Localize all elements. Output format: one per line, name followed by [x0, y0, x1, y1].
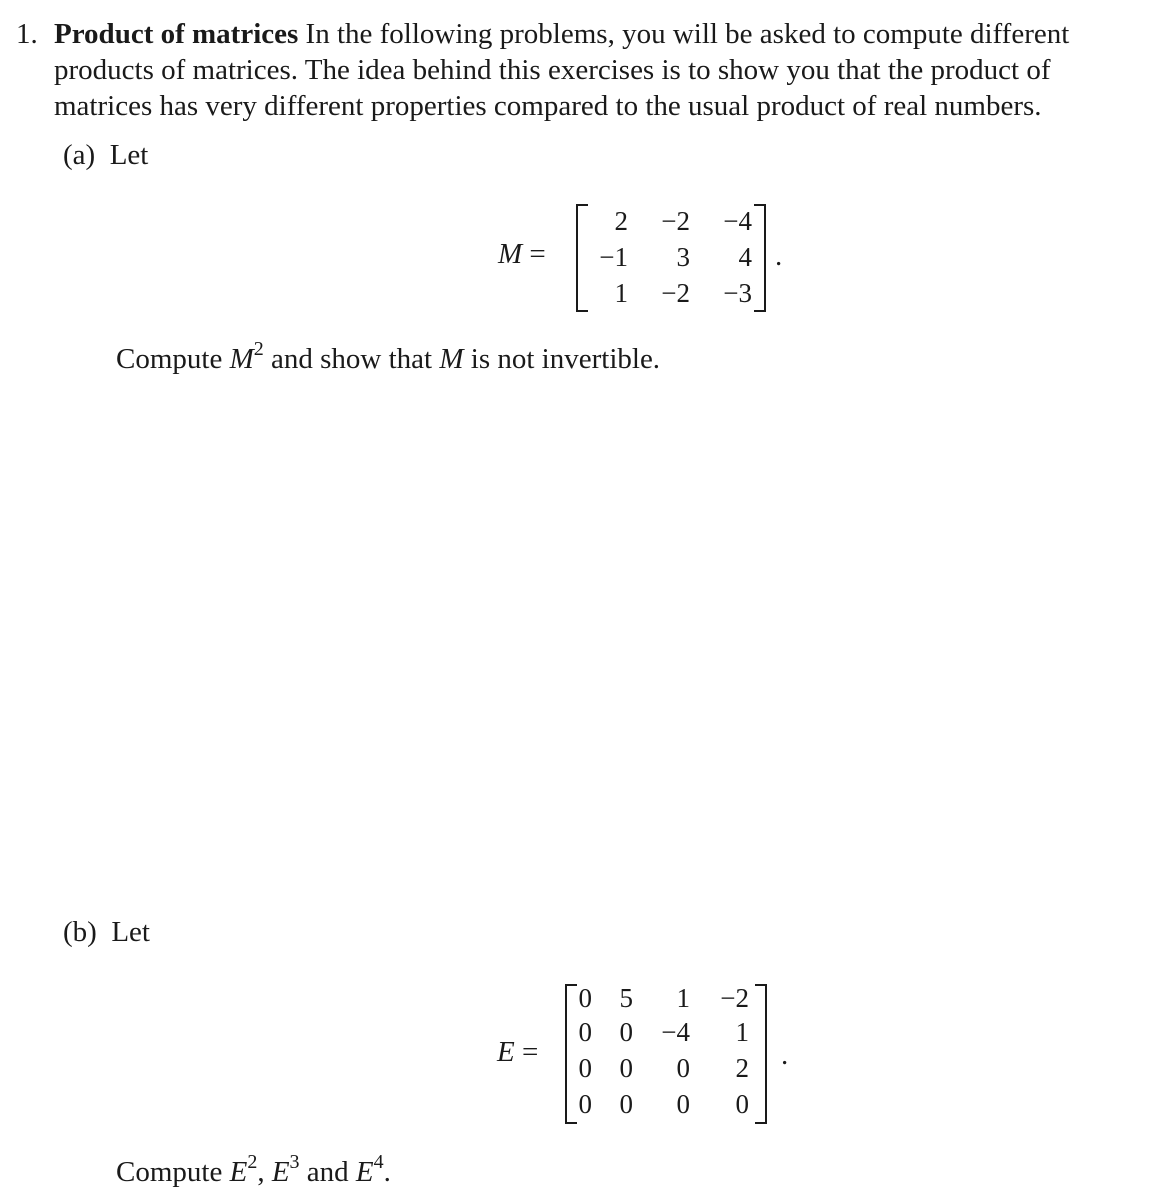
matrix-e-cell-r3-c2: 0 [619, 1053, 633, 1083]
matrix-e-cell-r4-c4: 0 [735, 1089, 749, 1119]
part-b-let: Let [111, 916, 150, 948]
matrix-e-cell-r1-c1: 0 [578, 983, 592, 1013]
matrix-e-cell-r4-c2: 0 [619, 1089, 633, 1119]
part-b-and: and [306, 1156, 349, 1188]
matrix-m-left-bracket [576, 204, 588, 312]
intro-line-3: matrices has very different properties compared to the usual product of real numbers. [54, 90, 1042, 122]
part-b-var-1: E [229, 1156, 248, 1188]
matrix-m-name: M [498, 238, 523, 270]
part-a-task-suffix: is not invertible. [470, 343, 661, 375]
matrix-m-cell-r3-c2: −2 [661, 278, 690, 308]
matrix-m-period: . [775, 240, 783, 272]
part-b-task-prefix: Compute [116, 1156, 223, 1188]
matrix-e-cell-r2-c1: 0 [578, 1017, 592, 1047]
matrix-m-cell-r2-c3: 4 [738, 242, 752, 272]
matrix-e-left-bracket [565, 984, 577, 1124]
matrix-m-lhs [498, 238, 546, 271]
matrix-e-equals: = [521, 1036, 539, 1068]
part-a-heading [63, 139, 148, 172]
matrix-e-cell-r2-c4: 1 [735, 1017, 749, 1047]
part-b-exp-4: 4 [373, 1151, 384, 1174]
part-a-task [116, 338, 661, 376]
matrix-m [576, 204, 766, 312]
matrix-e [565, 984, 767, 1124]
matrix-e-name: E [497, 1036, 515, 1068]
matrix-e-cell-r2-c3: −4 [661, 1017, 690, 1047]
part-b-exp-2: 2 [247, 1151, 258, 1174]
matrix-e-cell-r3-c1: 0 [578, 1053, 592, 1083]
part-b-var-2: E [271, 1156, 290, 1188]
part-a-task-var2: M [439, 343, 464, 375]
matrix-e-lhs [497, 1036, 538, 1069]
matrix-e-period: . [781, 1039, 789, 1071]
problem-title: Product of matrices [54, 18, 299, 50]
matrix-m-cell-r3-c3: −3 [723, 278, 752, 308]
matrix-m-cell-r3-c1: 1 [614, 278, 628, 308]
matrix-e-cell-r4-c3: 0 [676, 1089, 690, 1119]
matrix-m-right-bracket [754, 204, 766, 312]
matrix-e-cell-r2-c2: 0 [619, 1017, 633, 1047]
intro-text-1: In the following problems, you will be asked to compute different [305, 18, 1070, 50]
part-b-task [116, 1151, 391, 1189]
matrix-m-cell-r2-c2: 3 [676, 242, 690, 272]
intro-line-2: products of matrices. The idea behind this exercises is to show you that the product of [54, 54, 1051, 86]
matrix-m-equals: = [529, 238, 546, 270]
part-b-var-3: E [355, 1156, 374, 1188]
matrix-e-cell-r3-c4: 2 [735, 1053, 749, 1083]
matrix-e-cell-r1-c3: 1 [676, 983, 690, 1013]
part-a-task-prefix: Compute [116, 343, 223, 375]
intro-line-1 [54, 16, 1168, 52]
part-b-comma: , [257, 1156, 265, 1188]
part-b-heading [63, 916, 150, 949]
part-b-label: (b) [63, 916, 97, 948]
matrix-e-cell-r4-c1: 0 [578, 1089, 592, 1119]
part-a-task-middle: and show that [271, 343, 433, 375]
part-b-end: . [383, 1156, 391, 1188]
matrix-e-right-bracket [755, 984, 767, 1124]
part-a-let: Let [109, 139, 149, 171]
matrix-m-cell-r2-c1: −1 [599, 242, 628, 272]
matrix-e-cell-r3-c3: 0 [676, 1053, 690, 1083]
part-a-task-var: M [229, 343, 254, 375]
part-a-task-exp: 2 [253, 338, 264, 361]
part-a-label: (a) [63, 139, 96, 171]
problem-statement [16, 16, 1168, 124]
matrix-e-cell-r1-c2: 5 [619, 983, 633, 1013]
part-b-exp-3: 3 [289, 1151, 300, 1174]
matrix-m-cell-r1-c1: 2 [614, 206, 628, 236]
problem-number: 1. [16, 18, 38, 50]
matrix-m-cell-r1-c2: −2 [661, 206, 690, 236]
matrix-m-cell-r1-c3: −4 [723, 206, 752, 236]
matrix-e-cell-r1-c4: −2 [720, 983, 749, 1013]
